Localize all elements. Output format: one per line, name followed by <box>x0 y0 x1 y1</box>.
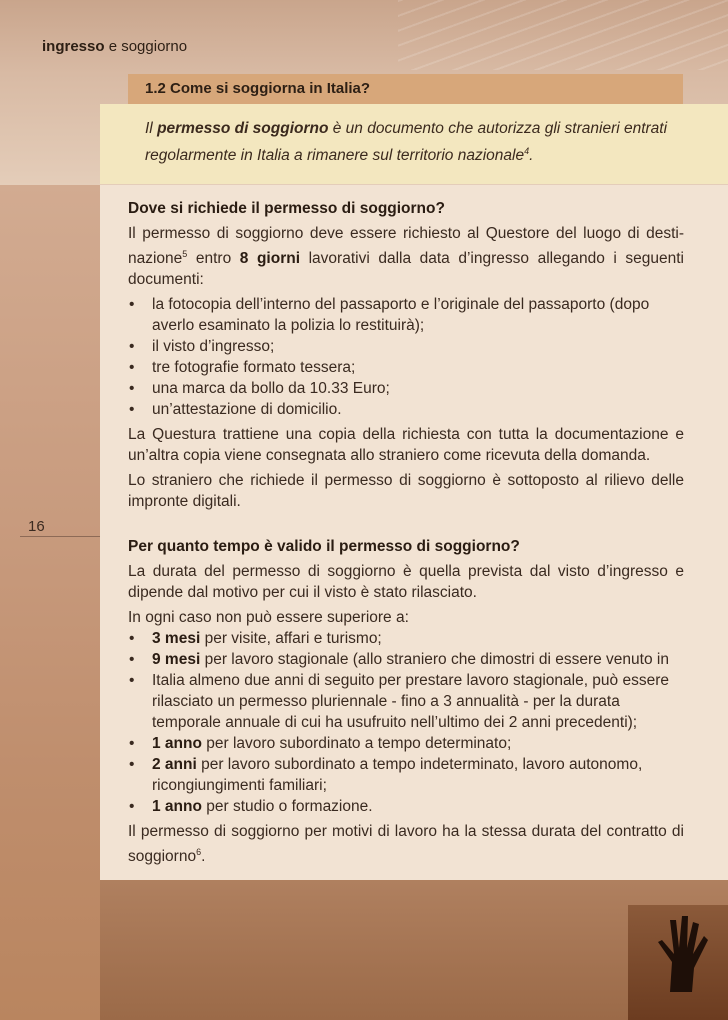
header-bold: ingresso <box>42 38 105 55</box>
main-text <box>128 198 684 871</box>
list-item: • il visto d’ingresso; <box>128 336 684 357</box>
q1-p1-b: entro <box>187 250 240 268</box>
page-number-rule <box>20 536 100 537</box>
running-header <box>42 38 187 55</box>
list-item <box>128 670 684 733</box>
q1-p1-a: Il permesso di soggiorno deve essere richiesto al Questore del luogo di desti-nazione <box>128 225 684 268</box>
section-title: 1.2 Come si soggiorna in Italia? <box>145 80 371 97</box>
footnote-ref: 4 <box>524 146 530 156</box>
duration-bold: 1 anno <box>152 798 202 816</box>
q2-paragraph-3 <box>128 821 684 867</box>
duration-bold: 9 mesi <box>152 651 201 669</box>
q1-paragraph-2: La Questura trattiene una copia della richiesta con tutta la documentazione e un’altra copia viene consegnata allo straniero come ricevuta della domanda. <box>128 426 684 465</box>
left-margin-background <box>0 185 100 1020</box>
q1-p1-c: lavorativi dalla data d’ingresso allegando i seguenti documenti: <box>128 250 684 289</box>
q1-paragraph-1 <box>128 223 684 290</box>
footnote-ref: 5 <box>182 249 188 259</box>
documents-list <box>128 294 684 420</box>
q1-p1-bold: 8 giorni <box>239 250 301 268</box>
duration-bold: 3 mesi <box>152 630 201 648</box>
header-rest: e soggiorno <box>104 38 188 55</box>
page-number: 16 <box>28 518 45 535</box>
intro-end: . <box>529 147 534 165</box>
list-item <box>128 754 684 796</box>
list-item <box>128 796 684 817</box>
bottom-right-image <box>628 905 728 1020</box>
duration-text: per lavoro stagionale (allo straniero che dimostri di essere venuto in <box>200 651 669 669</box>
footnote-ref: 6 <box>196 847 202 858</box>
map-sketch-decoration <box>398 0 728 70</box>
intro-text <box>145 118 680 167</box>
intro-pre: Il <box>145 120 158 137</box>
duration-text: per lavoro subordinato a tempo indeterminato, lavoro autonomo, ricongiungimenti familiari; <box>152 756 643 795</box>
duration-text: per visite, affari e turismo; <box>200 630 382 648</box>
list-item <box>128 649 684 670</box>
duration-bold: 1 anno <box>152 735 202 753</box>
list-item: • la fotocopia dell’interno del passaporto e l’originale del passaporto (dopo averlo esaminato la polizia lo restituirà); <box>128 294 684 336</box>
list-item <box>128 628 684 649</box>
duration-bold: 2 anni <box>152 756 197 774</box>
duration-text: per studio o formazione. <box>201 798 373 816</box>
raised-hand-icon <box>650 912 710 992</box>
list-item: • una marca da bollo da 10.33 Euro; <box>128 378 684 399</box>
duration-text: per lavoro subordinato a tempo determinato; <box>201 735 512 753</box>
question-2-heading: Per quanto tempo è valido il permesso di soggiorno? <box>128 538 520 556</box>
intro-post: è un documento che autorizza gli stranieri entrati regolarmente in Italia a rimanere sul territorio nazionale <box>145 120 668 165</box>
duration-text: Italia almeno due anni di seguito per prestare lavoro stagionale, può essere rilasciato un permesso pluriennale - fino a 3 annualità - per la durata temporale annuale di cui ha usufruito nell’ultimo dei 2 anni precedenti); <box>152 672 669 732</box>
q2-paragraph-1: La durata del permesso di soggiorno è quella prevista dal visto d’ingresso e dipende dal motivo per cui il visto è stato rilasciato. <box>128 563 684 602</box>
question-1-heading: Dove si richiede il permesso di soggiorno? <box>128 200 445 217</box>
list-item: • un’attestazione di domicilio. <box>128 399 684 420</box>
q2-p3-end: . <box>201 848 206 866</box>
list-item: • tre fotografie formato tessera; <box>128 357 684 378</box>
list-item <box>128 733 684 754</box>
durations-list <box>128 628 684 817</box>
section-gap <box>128 516 684 536</box>
q2-p3-text: Il permesso di soggiorno per motivi di lavoro ha la stessa durata del contratto di soggiorno <box>128 823 684 866</box>
intro-bold: permesso di soggiorno <box>157 120 329 137</box>
q1-paragraph-3: Lo straniero che richiede il permesso di soggiorno è sottoposto al rilievo delle impronte digitali. <box>128 472 684 511</box>
q2-paragraph-2: In ogni caso non può essere superiore a: <box>128 609 409 627</box>
